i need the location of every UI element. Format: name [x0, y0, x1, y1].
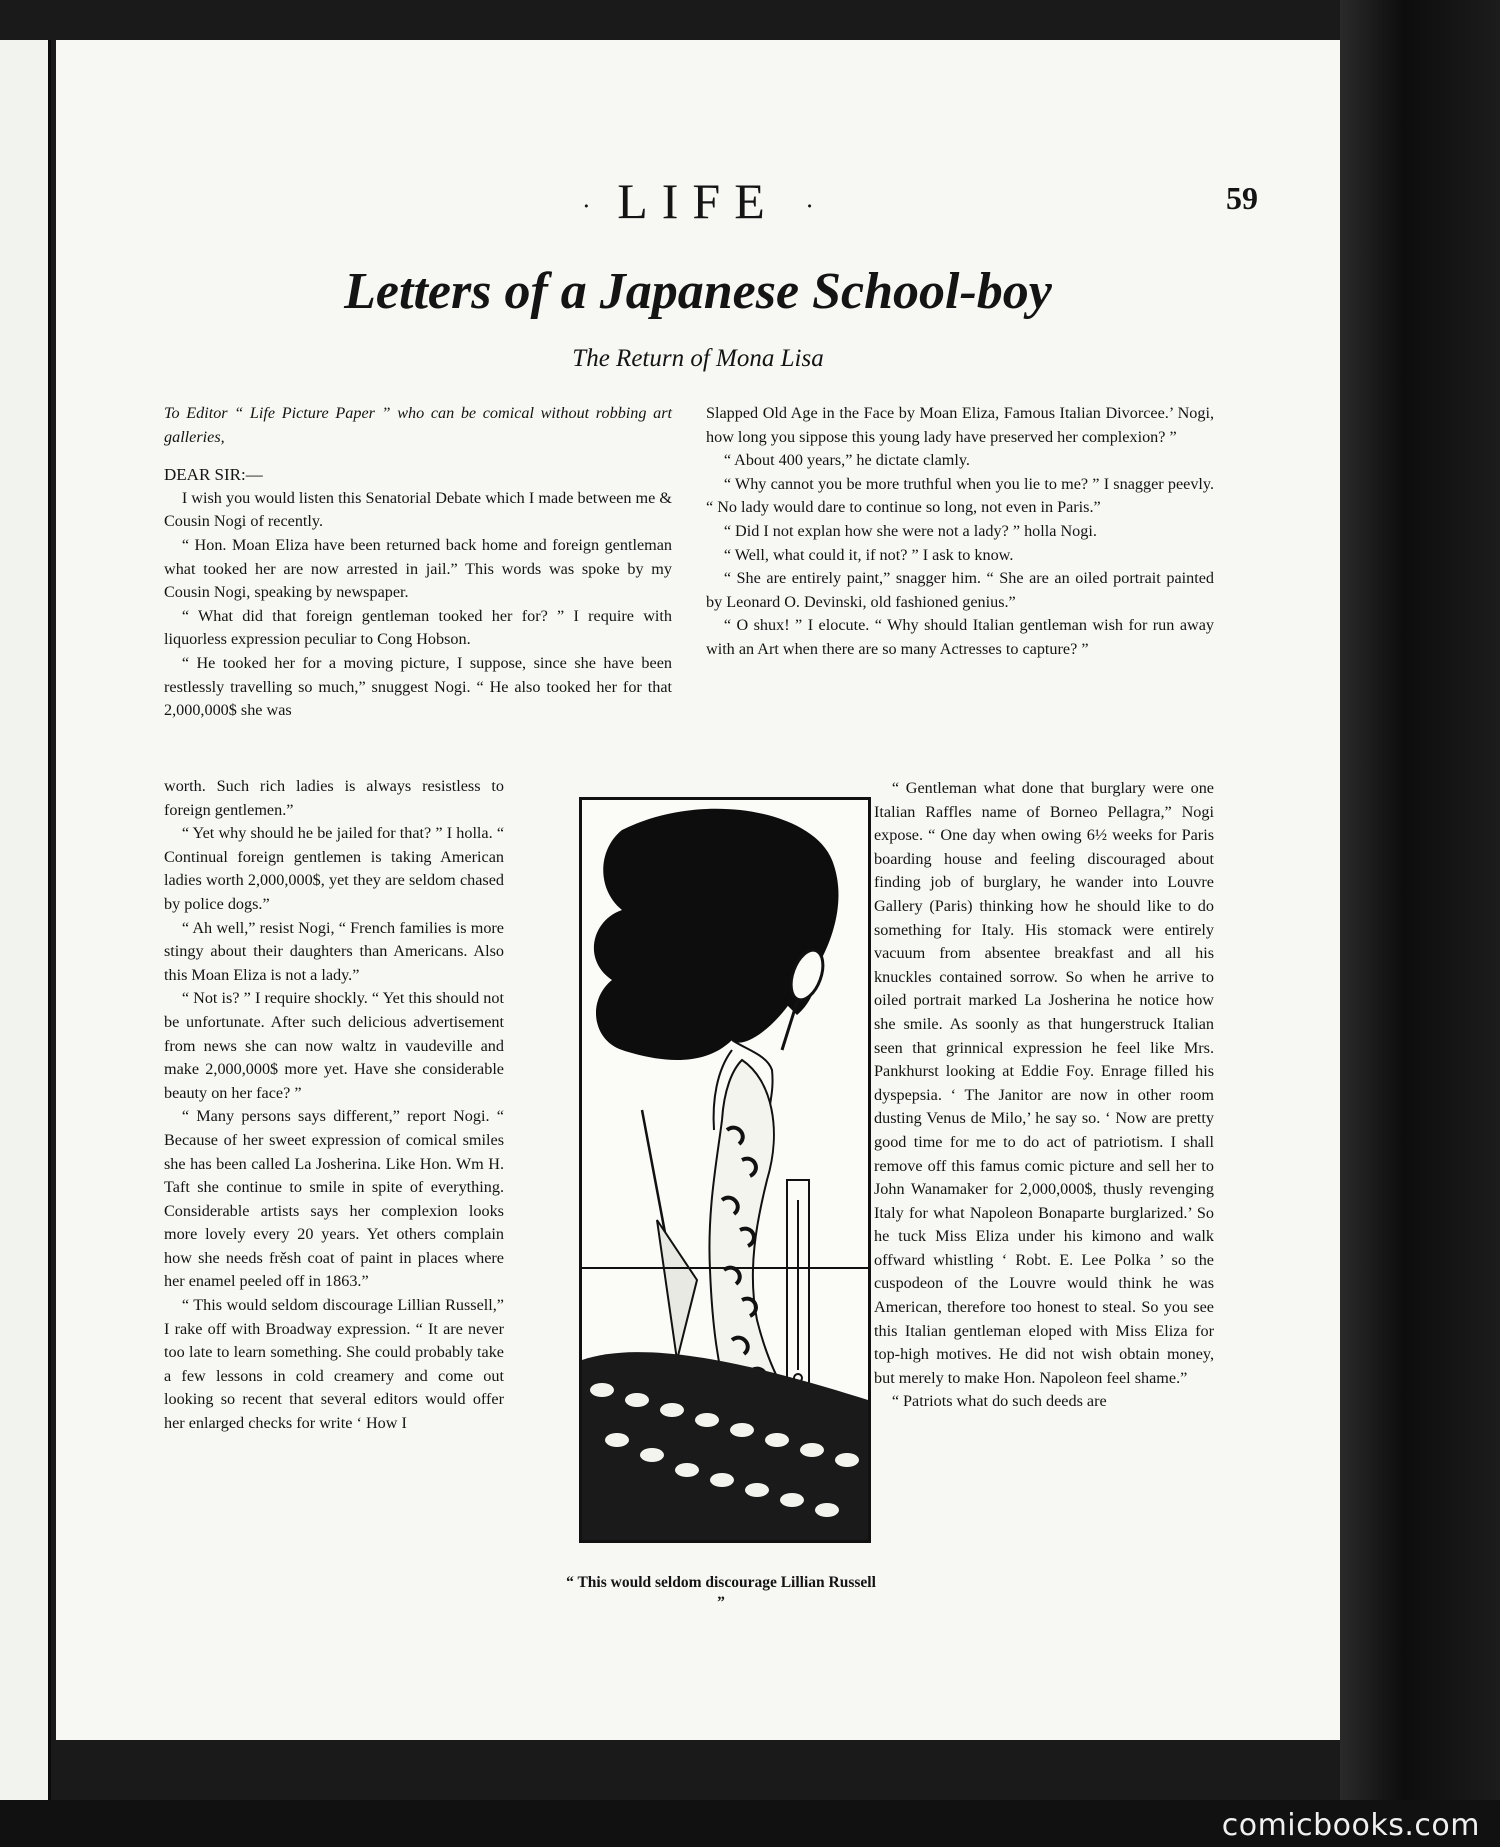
paragraph: “ Not is? ” I require shockly. “ Yet this should not be unfortunate. After such delicious advertisement from news she can now waltz in vaudeville and make 2,000,000$ more yet. Have she considerable beauty on her face? ”	[164, 989, 504, 1102]
salutation-text: DEAR SIR:—	[164, 465, 263, 485]
left-column-lower	[164, 775, 504, 1436]
article-subtitle: The Return of Mona Lisa	[572, 345, 824, 372]
paragraph: “ About 400 years,” he dictate clamly.	[723, 451, 970, 470]
article-title: Letters of a Japanese School-boy	[344, 263, 1052, 320]
paragraph: “ She are entirely paint,” snagger him. “ She are an oiled portrait painted by Leonard O. Devinski, old fashioned genius.”	[706, 569, 1214, 611]
paragraph: “ This would seldom discourage Lillian Russell,” I rake off with Broadway expression. “ It are never too late to learn something. She could probably take a few lessons in cold creamery and come out looking so recent that several editors would offer her enlarged checks for write ‘ How I	[164, 1296, 504, 1433]
masthead-dot-left: ·	[582, 191, 591, 221]
previous-page-edge	[0, 40, 51, 1800]
address-line: To Editor “ Life Picture Paper ” who can be comical without robbing art galleries,	[164, 404, 672, 446]
parasol-canopy	[657, 1220, 697, 1360]
masthead	[56, 172, 1340, 230]
illustration-mona-lisa	[579, 797, 871, 1543]
left-column-upper	[164, 402, 672, 723]
scan-right-margin	[1340, 0, 1500, 1847]
paragraph: “ Why cannot you be more truthful when you lie to me? ” I snagger peevly. “ No lady would dare to continue so long, not even in Paris.”	[706, 474, 1214, 517]
paragraph: “ O shux! ” I elocute. “ Why should Italian gentleman wish for run away with an Art when there are so many Actresses to capture? ”	[706, 616, 1214, 658]
paragraph: “ Did I not explan how she were not a lady? ” holla Nogi.	[723, 521, 1097, 540]
paragraph: “ He tooked her for a moving picture, I suppose, since she have been restlessly travelling so much,” snuggest Nogi. “ He also tooked her for that 2,000,000$ she was	[164, 653, 672, 720]
hair-mass	[594, 809, 839, 1060]
right-column-lower	[874, 777, 1214, 1414]
illustration-drawing	[582, 800, 868, 1540]
paragraph: “ Well, what could it, if not? ” I ask to know.	[723, 545, 1014, 564]
magazine-page	[56, 40, 1340, 1740]
right-column-upper	[706, 402, 1214, 662]
paragraph: “ Hon. Moan Eliza have been returned back home and foreign gentleman what tooked her are now arrested in jail.” This words was spoke by my Cousin Nogi, speaking by newspaper.	[164, 535, 672, 602]
paragraph: Slapped Old Age in the Face by Moan Eliza, Famous Italian Divorcee.’ Nogi, how long you sippose this young lady have preserved her complexion? ”	[706, 404, 1214, 446]
watermark: comicbooks.com	[1221, 1808, 1480, 1843]
paragraph: “ What did that foreign gentleman tooked her for? ” I require with liquorless expression peculiar to Cong Hobson.	[164, 606, 672, 649]
paragraph: “ Ah well,” resist Nogi, “ French families is more stingy about their daughters than Americans. Also this Moan Eliza is not a lady.”	[164, 918, 504, 984]
illustration-caption: “ This would seldom discourage Lillian Russell ”	[566, 1574, 876, 1611]
page-number: 59	[1226, 180, 1258, 216]
paragraph: I wish you would listen this Senatorial Debate which I made between me & Cousin Nogi of recently.	[164, 488, 672, 531]
masthead-dot-right: ·	[805, 191, 814, 221]
paragraph: “ Gentleman what done that burglary were one Italian Raffles name of Borneo Pellagra,” Nogi expose. “ One day when owing 6½ weeks for Paris boarding house and feeling discouraged about finding job of burglary, he wander into Louvre Gallery (Paris) thinking how he should like to do something for Italy. His stomack were entirely vacuum from absentee breakfast and all his knuckles contained sorrow. So when he arrive to oiled portrait marked La Josherina he notice how she smile. As soonly as that hungerstruck Italian seen that grinnical expression he feel like Mrs. Pankhurst looking at Eddie Foy. Enrage filled his dyspepsia. ‘ The Janitor are now in other room dusting Venus de Milo,’ he say so. ‘ Now are pretty good time for me to do act of patriotism. I shall remove off this famus comic picture and sell her to John Wanamaker for 2,000,000$, thusly revenging Italy for what Napoleon Bonaparte burglarized.’ So he tuck Miss Eliza under his kimono and walk offward whistling ‘ Robt. E. Lee Polka ’ so the cuspodeon of the Louvre would think he was American, therefore too honest to steal. So you see this Italian gentleman eloped with Miss Eliza for top-high motives. He did not wish obtain money, but merely to make Hon. Napoleon feel shame.”	[874, 779, 1214, 1387]
paragraph: “ Patriots what do such deeds are	[891, 1392, 1107, 1411]
masthead-title: LIFE	[617, 173, 779, 229]
salutation	[164, 463, 672, 487]
paragraph: “ Many persons says different,” report Nogi. “ Because of her sweet expression of comical smiles she has been called La Josherina. Like Hon. Wm H. Taft she continue to smile in spite of everything. Considerable artists says her complexion looks more lovely every 20 years. Yet others complain how she needs frěsh coat of paint in places where her enamel peeled off in 1863.”	[164, 1107, 504, 1291]
paragraph: worth. Such rich ladies is always resistless to foreign gentlemen.”	[164, 777, 504, 819]
paragraph: “ Yet why should he be jailed for that? ” I holla. “ Continual foreign gentlemen is taking American ladies worth 2,000,000$, yet they are seldom chased by police dogs.”	[164, 824, 504, 913]
